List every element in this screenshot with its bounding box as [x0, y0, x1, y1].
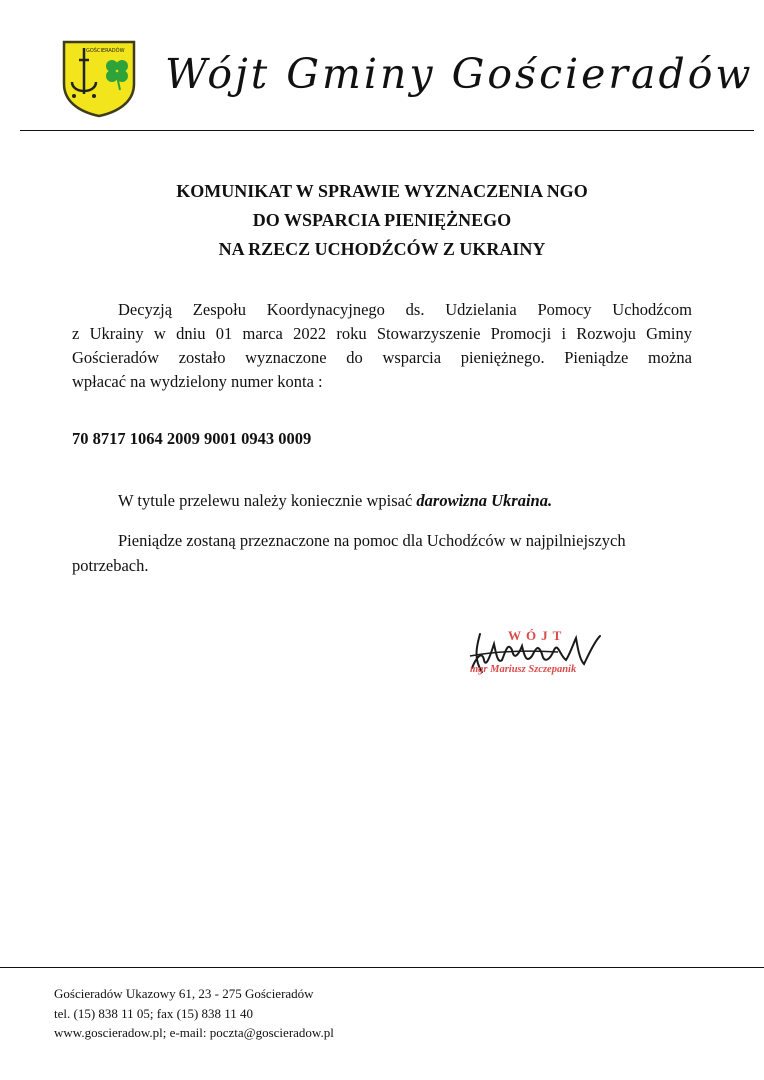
crest-dot-icon — [72, 94, 76, 98]
account-number: 70 8717 1064 2009 9001 0943 0009 — [72, 429, 312, 448]
page-title: Wójt Gminy Gościeradów — [165, 50, 754, 98]
paragraph-line: z Ukrainy w dniu 01 marca 2022 roku Stowarzyszenie Promocji i Rozwoju Gminy — [72, 324, 692, 343]
footer-web: www.goscieradow.pl; e-mail: poczta@goscieradow.pl — [54, 1025, 334, 1040]
announcement-heading — [72, 177, 692, 264]
heading-line: KOMUNIKAT W SPRAWIE WYZNACZENIA NGO — [176, 181, 588, 201]
transfer-title: darowizna Ukraina. — [416, 491, 553, 510]
stamp-title: WÓJT — [508, 628, 567, 643]
decision-paragraph — [72, 298, 692, 394]
paragraph-line: Decyzją Zespołu Koordynacyjnego ds. Udzielania Pomocy Uchodźcom — [118, 300, 692, 319]
heading-line: NA RZECZ UCHODŹCÓW Z UKRAINY — [218, 239, 546, 259]
purpose-paragraph — [72, 528, 692, 578]
crest-dot-icon — [92, 94, 96, 98]
transfer-title-instruction — [118, 491, 552, 511]
crest-label: GOŚCIERADÓW — [86, 48, 125, 54]
paragraph-line: Gościeradów zostało wyznaczone do wsparcia pieniężnego. Pieniądze można — [72, 348, 692, 367]
footer-contact — [54, 984, 334, 1043]
footer-phone: tel. (15) 838 11 05; fax (15) 838 11 40 — [54, 1005, 254, 1021]
footer-address: Gościeradów Ukazowy 61, 23 - 275 Gościeradów — [54, 986, 314, 1001]
footer-divider — [0, 967, 764, 968]
transfer-prefix: W tytule przelewu należy koniecznie wpisać — [118, 491, 413, 510]
paragraph-line: Pieniądze zostaną przeznaczone na pomoc dla Uchodźców w najpilniejszych — [118, 531, 626, 550]
paragraph-line: wpłacać na wydzielony numer konta : — [72, 372, 323, 391]
stamp-name: mgr Mariusz Szczepanik — [470, 664, 577, 675]
header-divider — [20, 130, 754, 131]
heading-line: DO WSPARCIA PIENIĘŻNEGO — [252, 210, 512, 230]
coat-of-arms-logo — [60, 38, 138, 118]
paragraph-line: potrzebach. — [72, 556, 149, 575]
